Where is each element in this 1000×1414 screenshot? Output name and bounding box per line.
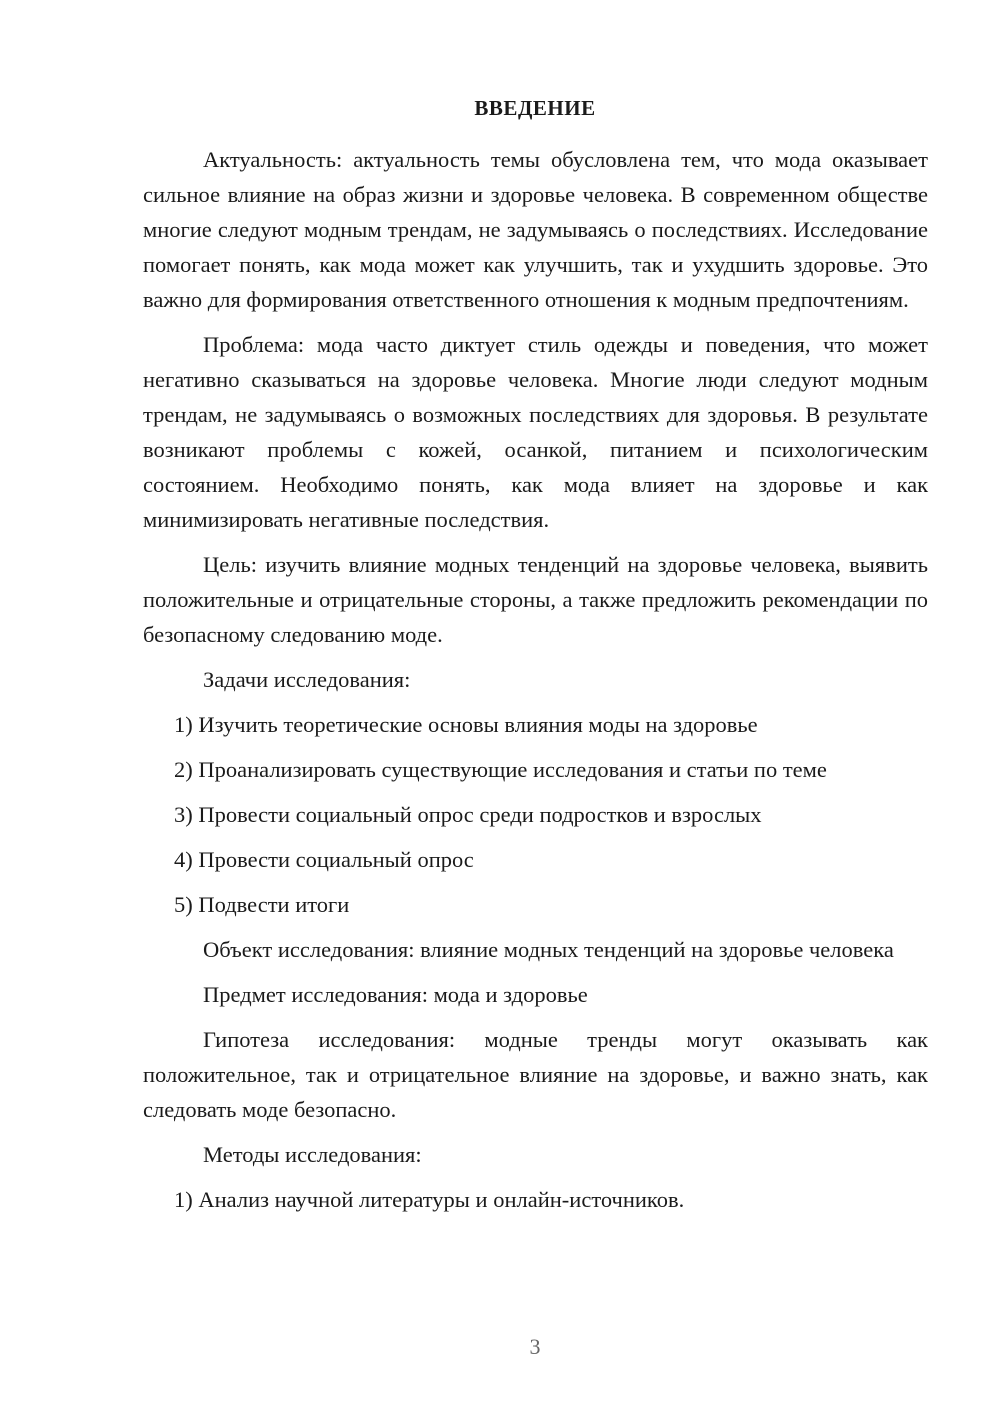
methods-heading: Методы исследования: [203, 1142, 422, 1167]
list-item: 2) Проанализировать существующие исследования и статьи по теме [174, 757, 827, 782]
page-title: ВВЕДЕНИЕ [474, 96, 596, 120]
tasks-heading: Задачи исследования: [203, 667, 411, 692]
page-number: 3 [529, 1334, 541, 1359]
paragraph-subject: Предмет исследования: мода и здоровье [203, 982, 588, 1007]
paragraph-object: Объект исследования: влияние модных тенденций на здоровье человека [203, 937, 894, 962]
tasks-list [143, 707, 928, 922]
methods-list [143, 1182, 928, 1217]
document-body [143, 142, 928, 1227]
list-item: 5) Подвести итоги [174, 892, 350, 917]
list-item: 1) Изучить теоретические основы влияния моды на здоровье [174, 712, 758, 737]
list-item: 3) Провести социальный опрос среди подростков и взрослых [174, 802, 762, 827]
paragraph-relevance: Актуальность: актуальность темы обусловлена тем, что мода оказывает сильное влияние на образ жизни и здоровье человека. В современном обществе многие следуют модным трендам, не задумываясь о последствиях. Исследование помогает понять, как мода может как улучшить, так и ухудшить здоровье. Это важно для формирования ответственного отношения к модным предпочтениям. [143, 147, 928, 312]
paragraph-problem: Проблема: мода часто диктует стиль одежды и поведения, что может негативно сказываться на здоровье человека. Многие люди следуют модным трендам, не задумываясь о возможных последствиях для здоровья. В результате возникают проблемы с кожей, осанкой, питанием и психологическим состоянием. Необходимо понять, как мода влияет на здоровье и как минимизировать негативные последствия. [143, 332, 928, 532]
list-item: 4) Провести социальный опрос [174, 847, 474, 872]
paragraph-goal: Цель: изучить влияние модных тенденций на здоровье человека, выявить положительные и отрицательные стороны, а также предложить рекомендации по безопасному следованию моде. [143, 552, 928, 647]
paragraph-hypothesis: Гипотеза исследования: модные тренды могут оказывать как положительное, так и отрицательное влияние на здоровье, и важно знать, как следовать моде безопасно. [143, 1027, 928, 1122]
list-item: 1) Анализ научной литературы и онлайн-источников. [174, 1187, 685, 1212]
